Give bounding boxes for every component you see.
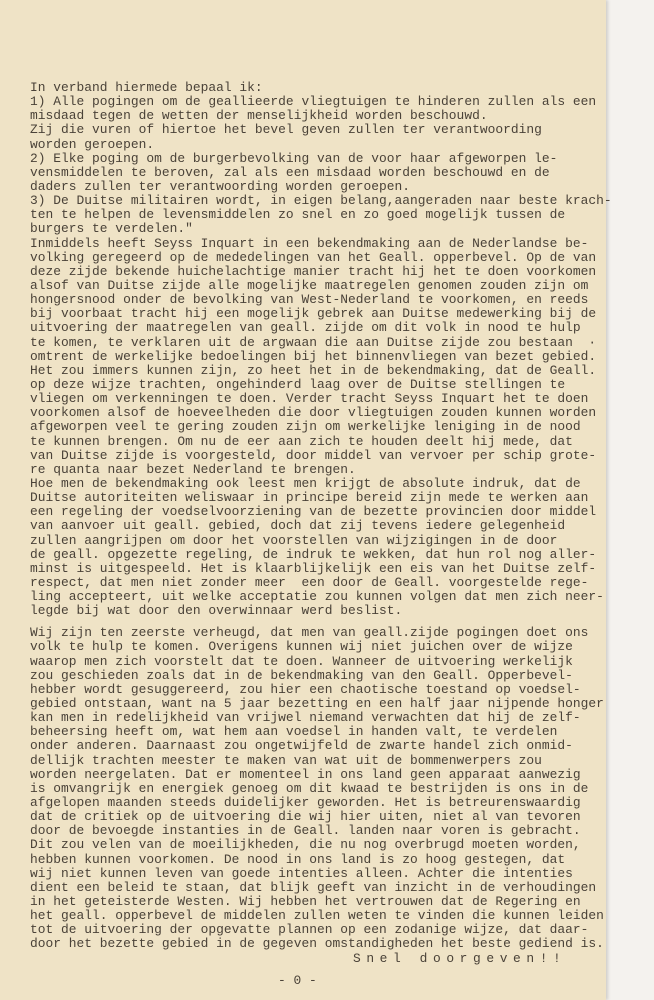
paragraph <box>30 626 612 951</box>
text-line: te komen, te verklaren uit de argwaan die aan Duitse zijde zou bestaan · <box>30 334 597 350</box>
paragraph <box>30 237 612 619</box>
text-line: respect, dat men niet zonder meer een door de Geall. voorgestelde rege- <box>30 574 589 590</box>
text-line: misdaad tegen de wetten der menselijkheid worden beschouwd. <box>30 108 488 124</box>
text-line: van Duitse zijde is voorgesteld, door middel van vervoer per schip grote- <box>30 447 597 463</box>
text-line: hebben kunnen voorkomen. De nood in ons land is zo hoog gestegen, dat <box>30 851 566 867</box>
document-body <box>30 81 612 988</box>
text-line: 3) De Duitse militairen wordt, in eigen belang,aangeraden naar beste krach- <box>30 193 612 209</box>
text-line: re quanta naar bezet Nederland te brengen. <box>30 461 356 477</box>
text-line: vliegen om verkenningen te doen. Verder tracht Seyss Inquart het te doen <box>30 391 589 407</box>
text-line: beheersing heeft om, wat hem aan voedsel in handen valt, te verdelen <box>30 724 558 740</box>
text-line: Wij zijn ten zeerste verheugd, dat men van geall.zijde pogingen doet ons <box>30 625 589 641</box>
text-line: van aanvoer uit geall. gebied, doch dat zij tevens iedere gelegenheid <box>30 518 566 534</box>
text-line: Duitse autoriteiten weliswaar in principe bereid zijn mede te werken aan <box>30 490 589 506</box>
text-line: het geall. opperbevel de middelen zullen weten te vinden die kunnen leiden <box>30 908 604 924</box>
text-line: afgelopen maanden steeds duidelijker geworden. Het is betreurenswaardig <box>30 795 581 811</box>
text-line: volk te hulp te komen. Overigens kunnen wij niet juichen over de wijze <box>30 639 573 655</box>
text-line: bij voorbaat tracht hij een mogelijk gebrek aan Duitse medewerking bij de <box>30 306 597 322</box>
text-line: in het geteisterde Westen. Wij hebben het vertrouwen dat de Regering en <box>30 894 581 910</box>
text-line: minst is uitgespeeld. Het is klaarblijkelijk een eis van het Duitse zelf- <box>30 560 597 576</box>
text-line: burgers te verdelen." <box>30 221 193 237</box>
text-line: hebber wordt gesuggereerd, zou hier een chaotische toestand op voedsel- <box>30 681 581 697</box>
text-line: ling accepteert, uit welke acceptatie zou kunnen volgen dat men zich neer- <box>30 589 604 605</box>
text-line: omtrent de werkelijke bedoelingen bij het binnenvliegen van bezet gebied. <box>30 348 597 364</box>
text-line: volking geregeerd op de mededelingen van het Geall. opperbevel. Op de van <box>30 249 597 265</box>
text-line: Hoe men de bekendmaking ook leest men krijgt de absolute indruk, dat de <box>30 475 581 491</box>
text-line: een regeling der voedselvoorziening van de bezette provincien door middel <box>30 504 597 520</box>
closing-line: Snel doorgeven!! <box>353 950 567 966</box>
text-line: waarop men zich voorstelt dat te doen. Wanneer de uitvoering werkelijk <box>30 653 573 669</box>
text-line: hongersnood onder de bevolking van West-Nederland te voorkomen, en reeds <box>30 292 589 308</box>
text-line: dient een beleid te staan, dat blijk geeft van inzicht in de verhoudingen <box>30 879 597 895</box>
text-line: door het bezette gebied in de gegeven omstandigheden het beste gediend is. <box>30 936 604 952</box>
text-line: 1) Alle pogingen om de geallieerde vliegtuigen te hinderen zullen als een <box>30 94 597 110</box>
text-line: worden neergelaten. Dat er momenteel in ons land geen apparaat aanwezig <box>30 766 581 782</box>
text-line: alsof van Duitse zijde alle mogelijke maatregelen genomen zouden zijn om <box>30 277 589 293</box>
text-line: te kunnen brengen. Om nu de eer aan zich te houden deelt hij mede, dat <box>30 433 573 449</box>
text-line: voorkomen alsof de hoeveelheden die door vliegtuigen zouden kunnen worden <box>30 405 597 421</box>
text-line: de geall. opgezette regeling, de indruk te wekken, dat hun rol nog aller- <box>30 546 597 562</box>
text-line: door de bevoegde instanties in de Geall. landen naar voren is gebracht. <box>30 823 581 839</box>
text-line: Het zou immers kunnen zijn, zo heet het in de bekendmaking, dat de Geall. <box>30 362 597 378</box>
text-line: dat de critiek op de uitvoering die wij hier uiten, niet al van tevoren <box>30 809 581 825</box>
text-line: ten te helpen de levensmiddelen zo snel en zo goed mogelijk tussen de <box>30 207 566 223</box>
spacer <box>30 966 612 974</box>
text-line: onder anderen. Daarnaast zou ongetwijfeld de zwarte handel zich onmid- <box>30 738 573 754</box>
text-line: deze zijde bekende huichelachtige manier tracht hij het te doen voorkomen <box>30 263 597 279</box>
text-line: op deze wijze trachten, ongehinderd laag over de Duitse stellingen te <box>30 376 566 392</box>
text-line: legde bij wat door den overwinnaar werd beslist. <box>30 603 403 619</box>
text-line: Inmiddels heeft Seyss Inquart in een bekendmaking aan de Nederlandse be- <box>30 235 589 251</box>
text-line: Dit zou velen van de moeilijkheden, die nu nog overbrugd moeten worden, <box>30 837 581 853</box>
text-line: In verband hiermede bepaal ik: <box>30 80 263 95</box>
text-line: tot de uitvoering der opgevatte plannen op een zodanige wijze, dat daar- <box>30 922 589 938</box>
text-line: is omvangrijk en energiek genoeg om dit kwaad te bestrijden is ons in de <box>30 780 589 796</box>
text-line: Zij die vuren of hiertoe het bevel geven zullen ter verantwoording <box>30 122 542 138</box>
text-line: vensmiddelen te beroven, zal als een misdaad worden beschouwd en de <box>30 164 550 180</box>
text-line: worden geroepen. <box>30 136 155 152</box>
page-marker: - 0 - <box>278 972 317 988</box>
text-line: zou geschieden zoals dat in de bekendmaking van den Geall. Opperbevel- <box>30 667 573 683</box>
text-line: 2) Elke poging om de burgerbevolking van de voor haar afgeworpen le- <box>30 150 558 166</box>
text-line: wij niet kunnen leven van goede intenties alleen. Achter die intenties <box>30 865 573 881</box>
text-line: afgeworpen veel te gering zouden zijn om werkelijke leniging in de nood <box>30 419 581 435</box>
paragraph <box>30 81 612 237</box>
text-line: uitvoering der maatregelen van geall. zijde om dit volk in nood te hulp <box>30 320 581 336</box>
text-line: zullen aangrijpen om door het voorstellen van wijzigingen in de door <box>30 532 558 548</box>
text-line: dellijk trachten meester te maken van wat uit de bommenwerpers zou <box>30 752 542 768</box>
text-line: daders zullen ter verantwoording worden geroepen. <box>30 178 411 194</box>
text-line: gebied ontstaan, want na 5 jaar bezetting en een half jaar nijpende honger <box>30 696 604 712</box>
text-line: kan men in redelijkheid van vrijwel niemand verwachten dat hij de zelf- <box>30 710 581 726</box>
